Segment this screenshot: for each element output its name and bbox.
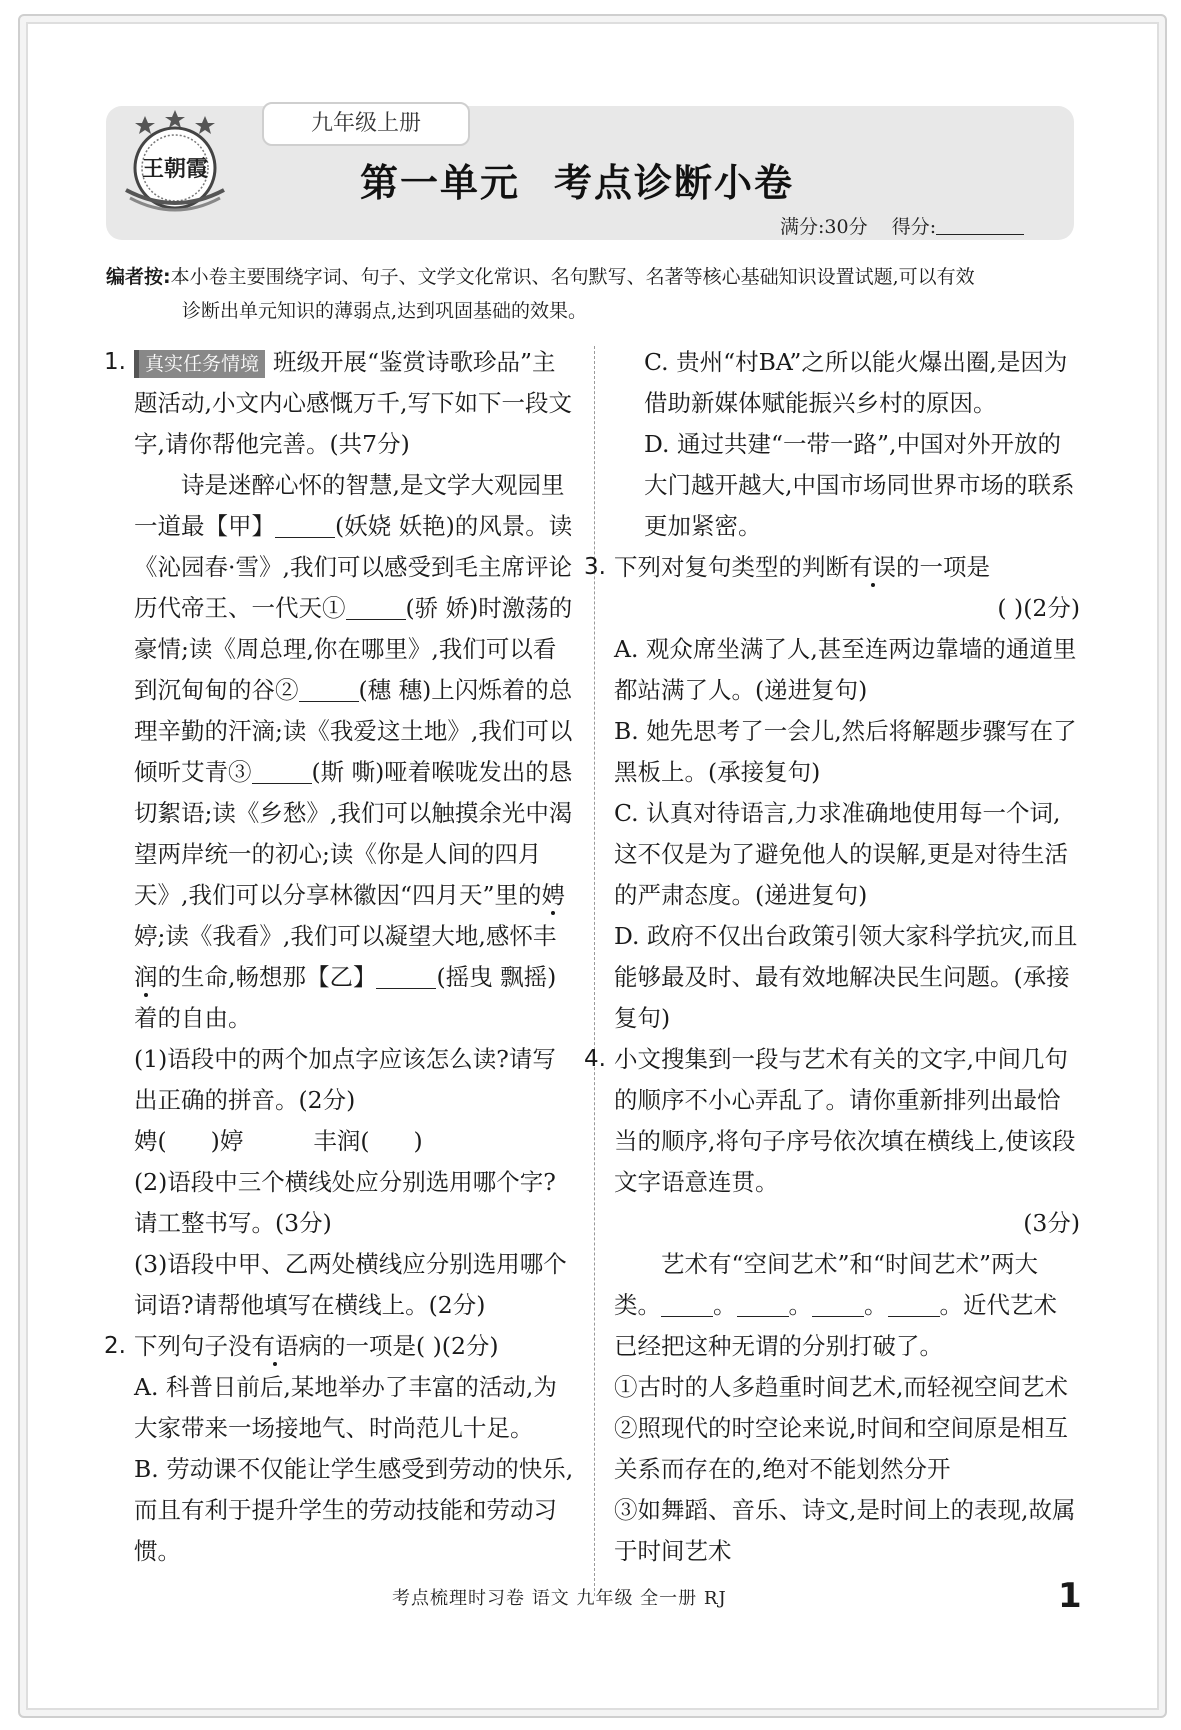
pinyin-prompt: )	[413, 1127, 423, 1155]
editor-note-line1: 本小卷主要围绕字词、句子、文学文化常识、名句默写、名著等核心基础知识设置试题,可以有效	[170, 266, 975, 288]
passage-text: 近代艺术已经把这种无谓的分别打破了。	[614, 1291, 1057, 1360]
editor-note-label: 编者按:	[106, 266, 171, 288]
editor-note	[106, 260, 1076, 328]
passage-text: 婷;读《我看》,我们可以凝望大地,感怀丰	[134, 922, 557, 950]
question-number: 4.	[584, 1046, 606, 1072]
dotted-char: 娉	[541, 881, 565, 909]
order-blank-2[interactable]	[737, 1292, 789, 1317]
question-4	[584, 1039, 1080, 1572]
passage-text: (妖娆 妖艳)的风景。读《沁园春·雪》,我们可以感受到毛主席评论历代帝王、一代天①	[134, 512, 573, 622]
order-blank-3[interactable]	[812, 1292, 864, 1317]
question-3	[584, 547, 1080, 1039]
sentence-2: ②照现代的时空论来说,时间和空间原是相互关系而存在的,绝对不能划然分开	[614, 1414, 1068, 1483]
editor-note-line2: 诊断出单元知识的薄弱点,达到巩固基础的效果。	[182, 300, 588, 322]
footer-text: 考点梳理时习卷 语文 九年级 全一册 RJ	[392, 1588, 727, 1609]
pinyin-answer-line	[134, 1121, 574, 1162]
passage-text: (骄 娇)时激荡的豪情;读《周总理,你在哪里》,我们可以看到沉甸甸的谷②	[134, 594, 573, 704]
sub-question-1: (1)语段中的两个加点字应该怎么读?请写出正确的拼音。(2分)	[134, 1045, 556, 1114]
emphasis-text: 没有语病	[228, 1332, 322, 1360]
blank-2[interactable]	[299, 677, 359, 702]
unit-label: 第一单元	[360, 161, 521, 205]
option-c[interactable]: C. 贵州“村BA”之所以能火爆出圈,是因为借助新媒体赋能振兴乡村的原因。	[644, 348, 1068, 417]
left-column	[104, 342, 574, 1572]
passage-text: (斯 嘶)哑着喉咙发出的恳切絮语;读《乡愁》,我们可以触摸余光中渴望两岸统一的初心;读《你是人间的四月天》,我们可以分享林徽因“四月天”里的	[134, 758, 573, 909]
passage-text: (穗 穗)上闪烁着的总理辛勤的汗滴;读《我爱这土地》,我们可以倾听艾青③	[134, 676, 573, 786]
option-c[interactable]: C. 认真对待语言,力求准确地使用每一个词,这不仅是为了避免他人的误解,更是对待生活的严肃态度。(递进复句)	[614, 799, 1068, 909]
question-2-continued	[614, 342, 1080, 547]
answer-paren[interactable]: ( )(2分)	[997, 594, 1080, 622]
pinyin-prompt: )婷	[210, 1127, 244, 1155]
option-b[interactable]: B. 她先思考了一会儿,然后将解题步骤写在了黑板上。(承接复句)	[614, 717, 1077, 786]
option-b[interactable]: B. 劳动课不仅能让学生感受到劳动的快乐,而且有利于提升学生的劳动技能和劳动习惯。	[134, 1455, 574, 1565]
sentence-3: ③如舞蹈、音乐、诗文,是时间上的表现,故属于时间艺术	[614, 1496, 1076, 1565]
passage-text: (摇曳 飘摇)着的自由。	[134, 963, 557, 1032]
option-a[interactable]: A. 科普日前后,某地举办了丰富的活动,为大家带来一场接地气、时尚范儿十足。	[134, 1373, 557, 1442]
grade-tab: 九年级上册	[262, 102, 470, 146]
pinyin-prompt: 娉(	[134, 1127, 167, 1155]
passage	[134, 465, 574, 1039]
sub-question-2: (2)语段中三个横线处应分别选用哪个字?请工整书写。(3分)	[134, 1168, 556, 1237]
dotted-char: 润	[134, 963, 158, 991]
quiz-title: 考点诊断小卷	[554, 161, 795, 205]
blank-3[interactable]	[252, 759, 312, 784]
score-blank[interactable]	[936, 216, 1024, 235]
passage-text: 诗是迷醉心怀的智慧,是文学大观园里一道最【甲】	[134, 471, 565, 540]
question-stem: 下列对复句类型的判断	[614, 553, 849, 581]
question-stem: 小文搜集到一段与艺术有关的文字,中间几句的顺序不小心弄乱了。请你重新排列出最恰当的顺序,将句子序号依次填在横线上,使该段文字语意连贯。	[614, 1045, 1076, 1196]
blank-yi[interactable]	[376, 964, 436, 989]
question-2	[104, 1326, 574, 1572]
option-a[interactable]: A. 观众席坐满了人,甚至连两边靠墙的通道里都站满了人。(递进复句)	[614, 635, 1077, 704]
full-score: 满分:30分	[780, 216, 868, 238]
question-stem: 班级开展“鉴赏诗歌珍品”主题活动,小文内心感慨万千,写下如下一段文字,请你帮他完善。(共7分)	[134, 348, 572, 458]
option-d[interactable]: D. 通过共建“一带一路”,中国对外开放的大门越开越大,中国市场同世界市场的联系更加紧密。	[644, 430, 1075, 540]
sub-question-3: (3)语段中甲、乙两处横线应分别选用哪个词语?请帮他填写在横线上。(2分)	[134, 1250, 567, 1319]
task-context-badge: 真实任务情境	[134, 350, 265, 378]
question-number: 1.	[104, 349, 126, 375]
order-blank-1[interactable]	[661, 1292, 713, 1317]
passage: 艺术有“空间艺术”和“时间艺术”两大类。 。 。 。 。近代艺术已经把这种无谓的分别打破了。	[614, 1250, 1057, 1360]
order-blank-4[interactable]	[888, 1292, 940, 1317]
question-1	[104, 342, 574, 1326]
publisher-logo-icon	[118, 108, 232, 220]
page-number: 1	[1058, 1576, 1082, 1616]
question-stem: 下列句子	[134, 1332, 228, 1360]
option-d[interactable]: D. 政府不仅出台政策引领大家科学抗灾,而且能够最及时、最有效地解决民生问题。(承接复句)	[614, 922, 1078, 1032]
pinyin-prompt: 丰润(	[313, 1127, 370, 1155]
question-number: 2.	[104, 1333, 126, 1359]
score-line	[780, 212, 1024, 239]
logo-text: 王朝霞	[141, 156, 209, 182]
question-stem: 的一项是	[896, 553, 990, 581]
score-label: 得分:	[891, 216, 937, 238]
page-title	[360, 152, 880, 207]
emphasis-text: 有误	[849, 553, 896, 581]
passage-text: 艺术有“空间艺术”和“时间艺术”两大类。	[614, 1250, 1039, 1319]
right-column	[584, 342, 1080, 1572]
sentence-1: ①古时的人多趋重时间艺术,而轻视空间艺术	[614, 1373, 1068, 1401]
question-stem: 的一项是( )(2分)	[322, 1332, 499, 1360]
question-number: 3.	[584, 554, 606, 580]
blank-jia[interactable]	[275, 513, 335, 538]
question-score: (3分)	[1023, 1209, 1080, 1237]
blank-1[interactable]	[346, 595, 406, 620]
passage-text: 的生命,畅想那【乙】	[157, 963, 377, 991]
